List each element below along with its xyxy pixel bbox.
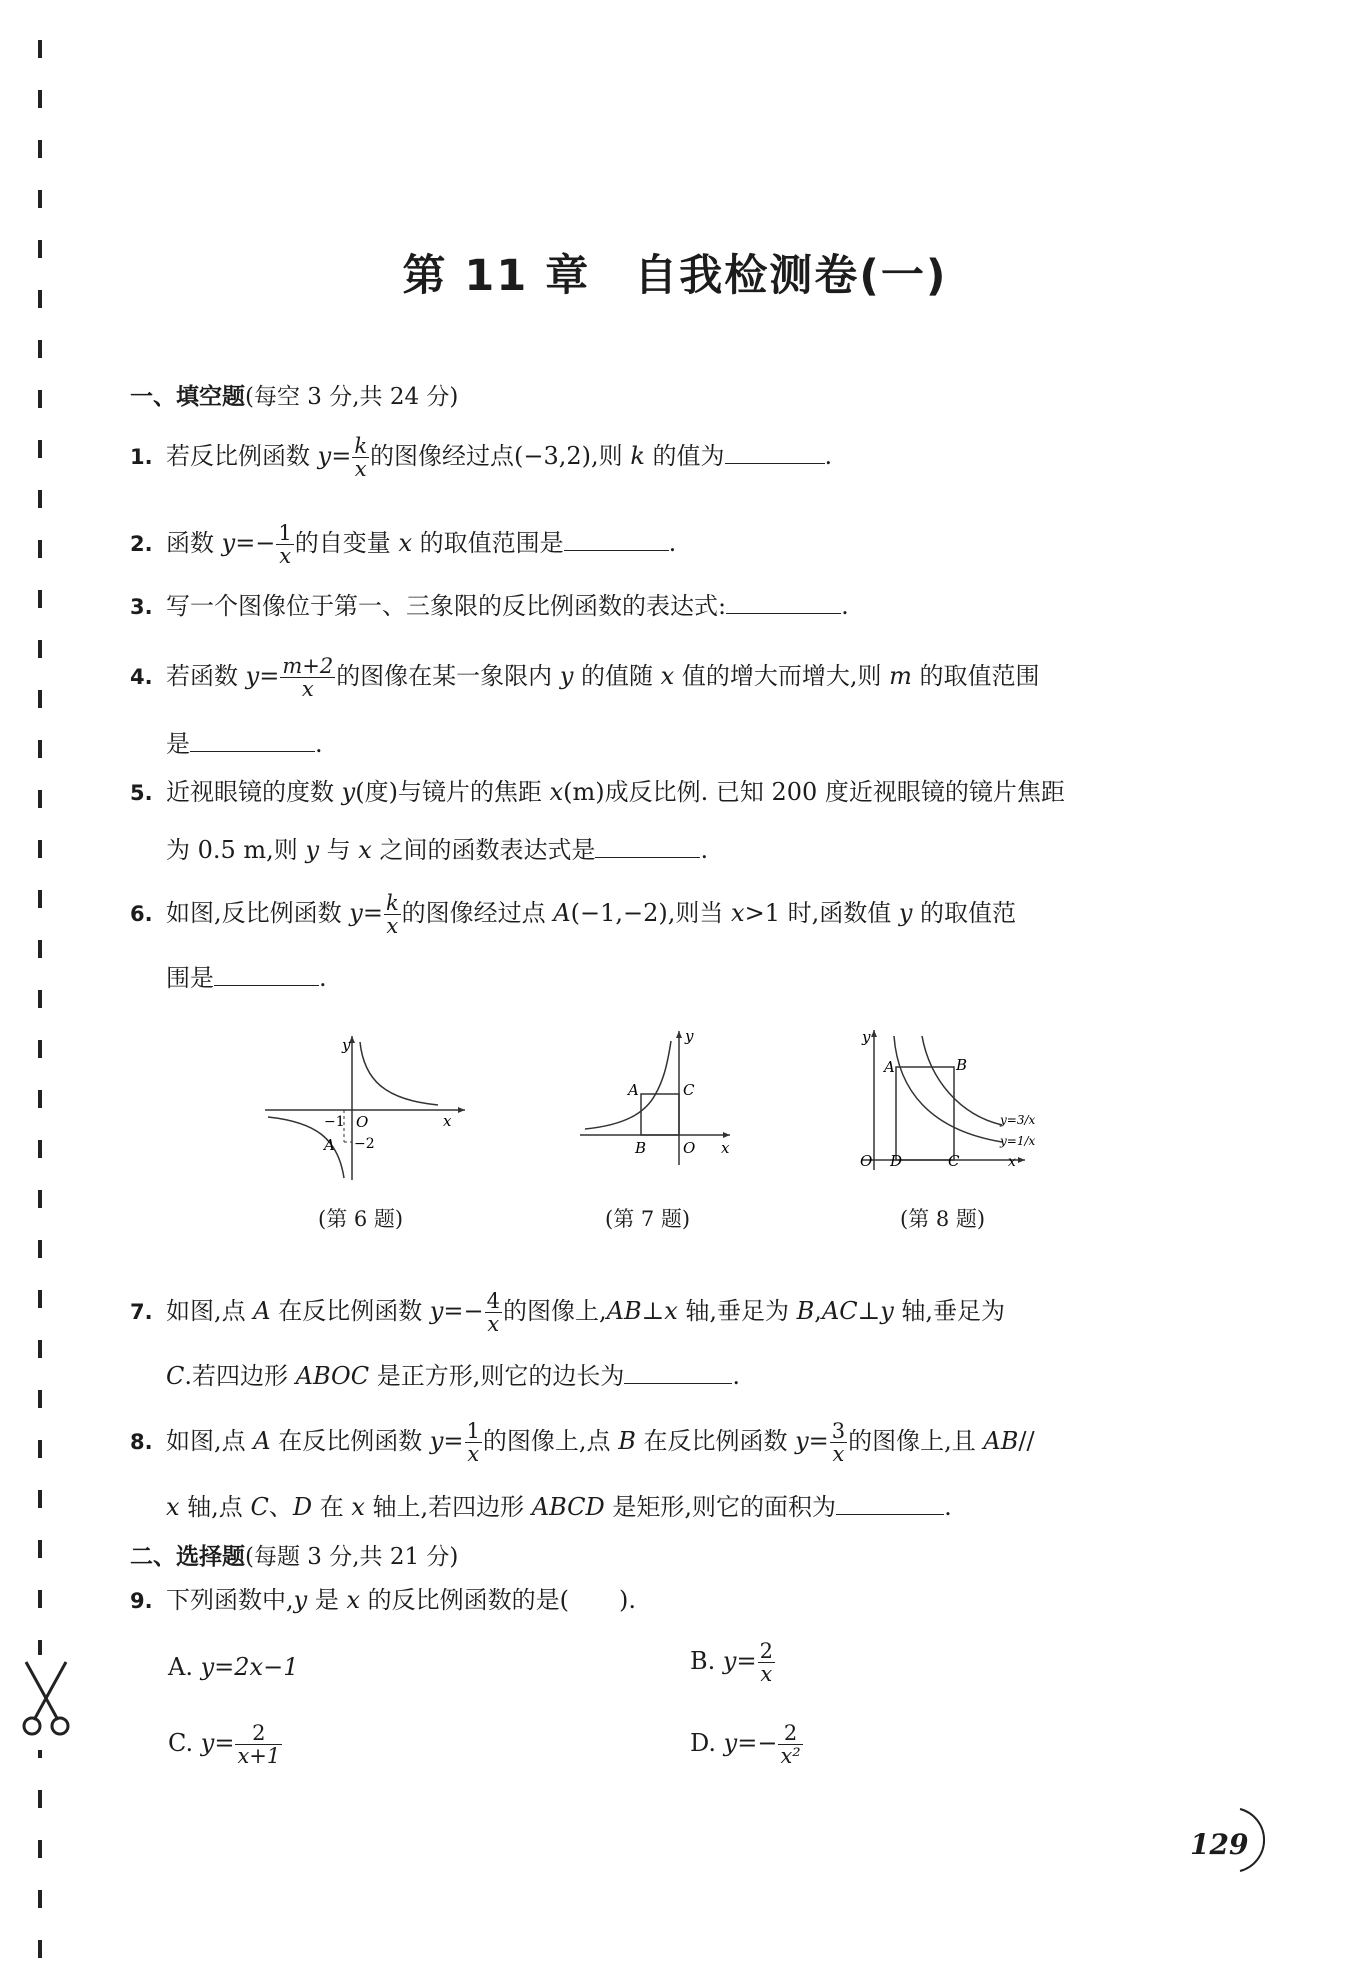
question-number: 6. [130, 902, 153, 927]
math-var: ABCD [531, 1493, 605, 1521]
math-var: y=− [429, 1297, 484, 1326]
axis-label-x: x [443, 1112, 452, 1130]
question-text: 下列函数中, [166, 1586, 294, 1614]
fraction [352, 435, 369, 480]
question-number: 3. [130, 595, 153, 619]
question-number: 8. [130, 1430, 153, 1455]
option-label: A. [168, 1653, 193, 1681]
question-1 [130, 435, 832, 480]
point-label-c: C [683, 1081, 695, 1099]
figure-6-caption: (第 6 题) [318, 1207, 404, 1231]
question-text: 若反比例函数 [166, 442, 318, 471]
option-expression: y=2x−1 [200, 1653, 299, 1681]
option-b[interactable] [690, 1640, 776, 1685]
chapter-name: 自我检测卷(一) [634, 251, 948, 301]
denominator: x [760, 1662, 773, 1687]
fraction [276, 522, 293, 567]
math-var: y [898, 899, 913, 928]
question-text: 的图像上, [503, 1297, 607, 1326]
math-var: x [660, 662, 675, 691]
question-text: .若四边形 [184, 1362, 296, 1390]
question-text: 的自变量 [294, 529, 399, 558]
question-number: 4. [130, 665, 153, 690]
point-label-a: A [324, 1136, 335, 1154]
math-var: k [630, 442, 645, 471]
figure-8 [850, 1020, 1050, 1190]
origin-label: O [356, 1113, 369, 1131]
answer-blank[interactable] [726, 593, 841, 614]
question-text: 的值为 [644, 442, 725, 471]
question-text: 与 [319, 836, 359, 864]
math-var: ABOC [295, 1362, 370, 1390]
chapter-number: 第 11 章 [402, 251, 591, 301]
period: . [315, 730, 323, 758]
question-text: 、 [268, 1493, 293, 1521]
question-text: 函数 [166, 529, 222, 558]
question-text: 之间的函数表达式是 [371, 836, 596, 864]
origin-label: O [683, 1139, 696, 1157]
question-text: 的值随 [573, 662, 661, 691]
axis-label-x: x [1008, 1154, 1016, 1170]
question-text: , [814, 1297, 822, 1326]
math-symbol: ⊥ [857, 1297, 881, 1326]
question-text: 的图像经过点 [401, 899, 554, 928]
numerator: m+2 [282, 654, 334, 678]
question-4 [130, 655, 1040, 700]
section-note: (每题 3 分,共 21 分) [245, 1544, 459, 1570]
question-text: 的反比例函数的是( [360, 1586, 570, 1614]
math-var: y=− [221, 529, 276, 558]
point-label-a: A [628, 1081, 639, 1099]
fraction [280, 655, 335, 700]
fraction [830, 1420, 847, 1465]
figure-6 [260, 1030, 470, 1185]
denominator: x [301, 677, 314, 702]
question-text: 的图像在某一象限内 [336, 662, 560, 691]
math-var: y [559, 662, 574, 691]
fraction [485, 1290, 502, 1335]
answer-blank[interactable] [564, 530, 669, 551]
figure-7-caption: (第 7 题) [605, 1207, 691, 1231]
option-label: B. [690, 1647, 716, 1676]
period: . [319, 964, 327, 992]
answer-blank[interactable] [725, 443, 825, 464]
question-8 [130, 1420, 1035, 1465]
math-var: AB [606, 1297, 642, 1326]
numerator: 2 [778, 1722, 802, 1745]
math-var: y= [795, 1427, 829, 1456]
question-text: 如图,反比例函数 [166, 899, 350, 928]
answer-blank[interactable] [836, 1494, 944, 1515]
question-3 [130, 593, 849, 618]
question-text: 是 [307, 1586, 347, 1614]
numerator: 2 [235, 1722, 282, 1745]
fraction [235, 1722, 282, 1767]
answer-blank[interactable] [214, 965, 319, 986]
math-var: y [880, 1297, 894, 1326]
question-text: 在 [312, 1493, 352, 1521]
math-var: AC [821, 1297, 858, 1326]
math-var: A [553, 899, 571, 928]
question-text: 为 0.5 m,则 [166, 836, 306, 864]
question-7 [130, 1290, 1005, 1335]
question-text: ). [619, 1586, 637, 1614]
math-var: m [889, 662, 912, 691]
fraction [465, 1420, 482, 1465]
point-label-a: A [884, 1058, 895, 1076]
tick-label-neg2: −2 [354, 1136, 375, 1152]
option-a[interactable] [168, 1653, 298, 1681]
question-9 [130, 1588, 636, 1612]
math-symbol: ⊥ [641, 1297, 665, 1326]
option-expression: y=− [723, 1729, 778, 1758]
fraction [758, 1640, 775, 1685]
math-var: y= [317, 442, 352, 471]
denominator: x² [780, 1744, 801, 1769]
question-5-continued [166, 830, 708, 865]
answer-blank[interactable] [595, 837, 700, 858]
period: . [732, 1362, 740, 1390]
page-title [0, 242, 1350, 303]
curve-label-3x: y=3/x [1000, 1113, 1036, 1127]
question-text: 的取值范围 [911, 662, 1040, 691]
question-6 [130, 892, 1016, 937]
question-text: (m)成反比例. 已知 200 度近视眼镜的镜片焦距 [563, 778, 1065, 806]
page-number-arc [1230, 1805, 1276, 1875]
period: . [700, 836, 709, 864]
figure-8-caption: (第 8 题) [900, 1207, 986, 1231]
option-label: D. [690, 1729, 717, 1758]
question-text: 若函数 [166, 662, 246, 691]
numerator: k [354, 434, 368, 458]
option-expression: y= [200, 1729, 235, 1758]
point-label-c: C [948, 1152, 960, 1170]
denominator: x [354, 457, 367, 482]
axis-label-y: y [685, 1027, 694, 1045]
question-text: (−1,−2),则当 [570, 899, 732, 928]
section-label: 一、填空题 [130, 384, 245, 410]
denominator: x [279, 544, 292, 569]
origin-label: O [860, 1152, 873, 1170]
question-text: 的图像经过点(−3,2),则 [370, 442, 631, 471]
numerator: 2 [759, 1639, 773, 1663]
option-d[interactable] [690, 1722, 804, 1767]
math-var: B [618, 1427, 636, 1456]
question-number: 1. [130, 445, 153, 470]
math-var: y [341, 778, 356, 806]
math-var: x [549, 778, 564, 806]
period: . [824, 442, 833, 471]
math-var: C [250, 1493, 269, 1521]
question-text: 的图像上,且 [848, 1427, 984, 1456]
math-var: x [346, 1586, 361, 1614]
question-text: 轴,垂足为 [893, 1297, 1006, 1326]
math-var: B [796, 1297, 815, 1326]
answer-blank[interactable] [624, 1363, 732, 1384]
question-text: 近视眼镜的度数 [166, 778, 342, 806]
question-text: (度)与镜片的焦距 [355, 778, 550, 806]
question-number: 7. [130, 1300, 153, 1325]
math-var: x [731, 899, 745, 928]
question-text: 在反比例函数 [270, 1427, 430, 1456]
question-7-continued [166, 1356, 740, 1391]
period: . [668, 529, 677, 558]
option-c[interactable] [168, 1722, 283, 1767]
question-text: 的图像上,点 [482, 1427, 619, 1456]
answer-blank[interactable] [190, 731, 315, 752]
question-text: 的取值范 [912, 899, 1017, 928]
math-var: AB [983, 1427, 1019, 1456]
question-text: 围是 [166, 964, 214, 992]
axis-label-y: y [342, 1036, 351, 1054]
numerator: 1 [278, 521, 292, 545]
option-label: C. [168, 1729, 194, 1758]
math-var: y [293, 1586, 308, 1614]
question-text: 轴上,若四边形 [364, 1493, 532, 1521]
section-label: 二、选择题 [130, 1544, 245, 1570]
math-var: C [166, 1362, 185, 1390]
question-text: 轴,垂足为 [677, 1297, 797, 1326]
math-var: y= [349, 899, 383, 928]
denominator: x [386, 914, 399, 939]
question-text: 的取值范围是 [411, 529, 564, 558]
question-text: 值的增大而增大,则 [674, 662, 890, 691]
question-text: 如图,点 [166, 1297, 254, 1326]
curve-label-1x: y=1/x [1000, 1134, 1036, 1148]
question-number: 9. [130, 1589, 153, 1613]
question-text: 是矩形,则它的面积为 [604, 1493, 837, 1521]
question-number: 5. [130, 781, 153, 805]
question-number: 2. [130, 532, 153, 557]
point-label-b: B [956, 1056, 968, 1074]
math-var: A [253, 1297, 271, 1326]
numerator: 3 [831, 1419, 846, 1443]
question-6-continued [166, 958, 327, 993]
question-4-continued [166, 724, 323, 759]
point-label-b: B [635, 1139, 647, 1157]
numerator: k [385, 891, 399, 915]
axis-label-y: y [862, 1028, 871, 1046]
numerator: 4 [486, 1289, 501, 1313]
math-var: y [305, 836, 320, 864]
question-text: 是 [166, 730, 190, 758]
question-text: 是正方形,则它的边长为 [369, 1362, 625, 1390]
section-note: (每空 3 分,共 24 分) [245, 384, 459, 410]
tick-label-neg1: −1 [324, 1114, 345, 1130]
math-var: x [664, 1297, 678, 1326]
math-var: y= [429, 1427, 464, 1456]
math-var: x [166, 1493, 180, 1521]
figure-7 [575, 1025, 735, 1180]
question-text: 在反比例函数 [270, 1297, 430, 1326]
section-fill-in [130, 378, 458, 411]
question-2 [130, 522, 676, 567]
option-expression: y= [722, 1647, 757, 1676]
question-text: >1 时,函数值 [744, 899, 899, 928]
denominator: x [487, 1312, 500, 1337]
section-multiple-choice [130, 1538, 458, 1571]
fraction [778, 1722, 802, 1767]
denominator: x+1 [237, 1744, 281, 1769]
math-var: y= [245, 662, 280, 691]
axis-label-x: x [721, 1139, 730, 1157]
period: . [841, 592, 849, 620]
page-number: 129 [1190, 1828, 1249, 1861]
period: . [944, 1493, 952, 1521]
scissors-icon [18, 1660, 74, 1740]
math-var: x [351, 1493, 365, 1521]
denominator: x [832, 1442, 845, 1467]
fraction [384, 892, 401, 937]
question-text: 如图,点 [166, 1427, 254, 1456]
math-symbol: // [1018, 1427, 1035, 1456]
math-var: x [358, 836, 372, 864]
denominator: x [467, 1442, 480, 1467]
question-text: 写一个图像位于第一、三象限的反比例函数的表达式: [166, 592, 727, 620]
numerator: 1 [466, 1419, 480, 1443]
question-8-continued [166, 1487, 952, 1522]
point-label-d: D [890, 1152, 903, 1170]
question-text: 轴,点 [179, 1493, 251, 1521]
math-var: x [398, 529, 412, 558]
math-var: A [253, 1427, 271, 1456]
math-var: D [292, 1493, 313, 1521]
question-5 [130, 780, 1065, 804]
question-text: 在反比例函数 [635, 1427, 796, 1456]
